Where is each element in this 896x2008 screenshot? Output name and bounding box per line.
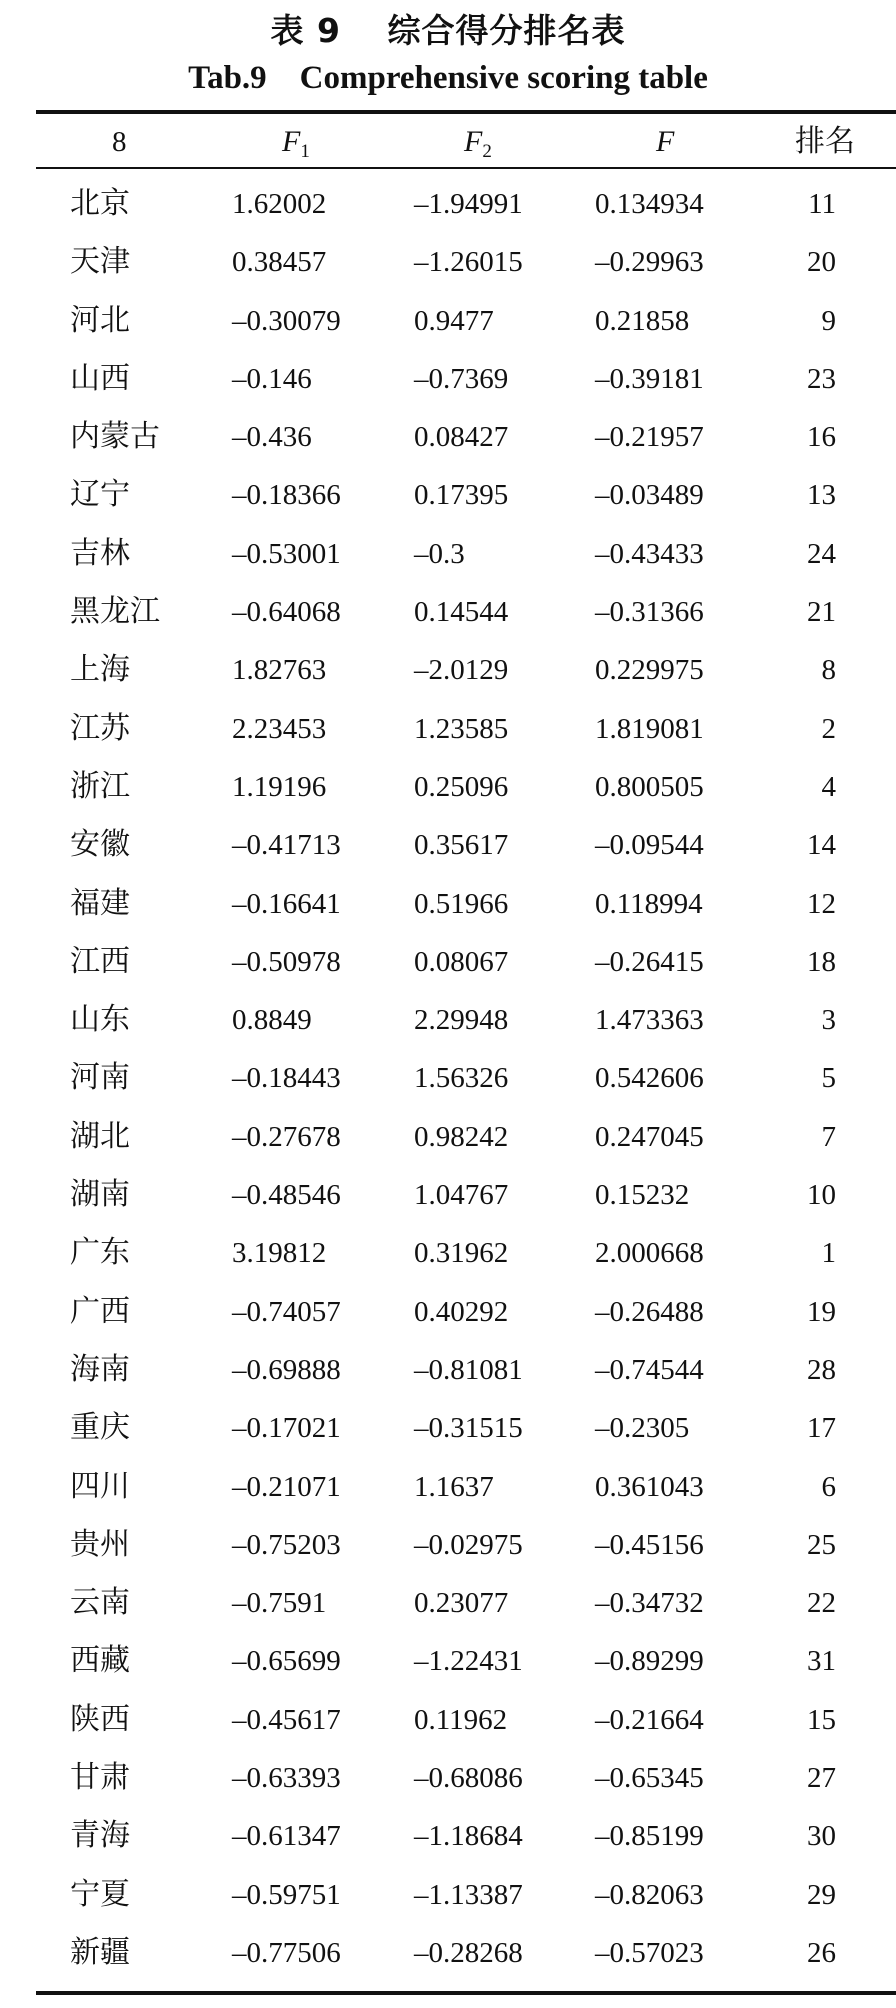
- table-row: [0, 466, 896, 524]
- rank-cell: 4: [821, 770, 836, 803]
- f2-cell: 0.23077: [414, 1587, 509, 1620]
- rank-cell: 11: [808, 188, 836, 220]
- rank-cell: 12: [807, 887, 836, 920]
- table-row: [0, 583, 896, 641]
- region-cell: 四川: [70, 1468, 130, 1504]
- f2-cell: 1.23585: [414, 712, 509, 745]
- table-row: [0, 233, 896, 291]
- f-cell: –0.03489: [595, 479, 704, 512]
- table-row: [0, 1749, 896, 1807]
- rank-cell: 16: [807, 421, 836, 454]
- header-f2-symbol: F: [464, 125, 483, 158]
- f1-cell: –0.18366: [232, 479, 341, 512]
- f-cell: –0.65345: [595, 1762, 704, 1795]
- rank-cell: 22: [807, 1587, 836, 1620]
- region-cell: 宁夏: [70, 1876, 130, 1912]
- table-row: [0, 816, 896, 874]
- table-row: [0, 1049, 896, 1107]
- f1-cell: –0.146: [232, 362, 312, 395]
- f-cell: 1.819081: [595, 712, 704, 745]
- region-cell: 吉林: [70, 535, 130, 571]
- f2-cell: 2.29948: [414, 1004, 509, 1037]
- f1-cell: 2.23453: [232, 712, 327, 745]
- rank-cell: 3: [821, 1004, 836, 1037]
- table-row: [0, 1516, 896, 1574]
- f2-cell: –1.94991: [414, 188, 523, 220]
- f2-cell: 0.17395: [414, 479, 509, 512]
- f-cell: –0.09544: [595, 829, 704, 862]
- rank-cell: 14: [807, 829, 836, 862]
- table-row: [0, 1866, 896, 1924]
- region-cell: 山东: [70, 1002, 130, 1038]
- f-cell: 2.000668: [595, 1237, 704, 1270]
- table-row: [0, 408, 896, 466]
- region-cell: 广西: [70, 1293, 130, 1329]
- table-row: [0, 875, 896, 933]
- f1-cell: –0.436: [232, 421, 312, 454]
- table-row: [0, 1807, 896, 1865]
- rank-cell: 28: [807, 1353, 836, 1386]
- f2-cell: –0.31515: [414, 1412, 523, 1445]
- rank-cell: 21: [807, 596, 836, 629]
- region-cell: 黑龙江: [70, 594, 160, 630]
- f-cell: –0.85199: [595, 1820, 704, 1853]
- f1-cell: –0.59751: [232, 1878, 341, 1911]
- f-cell: –0.26488: [595, 1295, 704, 1328]
- f1-cell: –0.41713: [232, 829, 341, 862]
- table-caption-english: Tab.9 Comprehensive scoring table: [188, 60, 708, 96]
- f1-cell: –0.7591: [232, 1587, 327, 1620]
- region-cell: 河南: [70, 1060, 130, 1096]
- table-row: [0, 175, 896, 233]
- rank-cell: 23: [807, 362, 836, 395]
- f-cell: –0.82063: [595, 1878, 704, 1911]
- region-cell: 江苏: [70, 710, 130, 746]
- region-cell: 广东: [70, 1235, 130, 1271]
- rank-cell: 8: [821, 654, 836, 687]
- table-row: [0, 641, 896, 699]
- f2-cell: 0.08427: [414, 421, 509, 454]
- f1-cell: –0.77506: [232, 1936, 341, 1969]
- rank-cell: 17: [807, 1412, 836, 1445]
- f1-cell: –0.53001: [232, 537, 341, 570]
- f1-cell: –0.63393: [232, 1762, 341, 1795]
- rank-cell: 27: [807, 1762, 836, 1795]
- f1-cell: –0.21071: [232, 1470, 341, 1503]
- f-cell: 0.361043: [595, 1470, 704, 1503]
- region-cell: 北京: [70, 186, 130, 221]
- f2-cell: 0.9477: [414, 304, 494, 337]
- region-cell: 内蒙古: [70, 419, 160, 455]
- table-row: [0, 1924, 896, 1982]
- region-cell: 重庆: [70, 1410, 130, 1446]
- header-rank: 排名: [795, 124, 855, 159]
- f2-cell: 1.56326: [414, 1062, 509, 1095]
- f2-cell: 0.11962: [414, 1703, 508, 1736]
- rank-cell: 9: [821, 304, 836, 337]
- f-cell: –0.74544: [595, 1353, 704, 1386]
- region-cell: 福建: [70, 885, 130, 921]
- region-cell: 陕西: [70, 1701, 130, 1737]
- region-cell: 浙江: [70, 768, 130, 804]
- table-row: [0, 1632, 896, 1690]
- rank-cell: 31: [807, 1645, 836, 1678]
- region-cell: 天津: [70, 244, 130, 280]
- f-cell: –0.39181: [595, 362, 704, 395]
- rank-cell: 10: [807, 1179, 836, 1212]
- region-cell: 辽宁: [70, 477, 130, 513]
- region-cell: 贵州: [70, 1526, 130, 1562]
- rank-cell: 6: [821, 1470, 836, 1503]
- header-f1-subscript: 1: [300, 141, 310, 162]
- table-row: [0, 1341, 896, 1399]
- f-cell: –0.21957: [595, 421, 704, 454]
- f1-cell: –0.69888: [232, 1353, 341, 1386]
- header-f2-subscript: 2: [482, 141, 492, 162]
- f-cell: –0.31366: [595, 596, 704, 629]
- f-cell: –0.43433: [595, 537, 704, 570]
- region-cell: 青海: [70, 1818, 130, 1854]
- table-row: [0, 1399, 896, 1457]
- f2-cell: –0.02975: [414, 1528, 523, 1561]
- f2-cell: 1.1637: [414, 1470, 494, 1503]
- f1-cell: –0.18443: [232, 1062, 341, 1095]
- region-cell: 湖北: [70, 1118, 130, 1154]
- rank-cell: 13: [807, 479, 836, 512]
- table-row: [0, 991, 896, 1049]
- table-row: [0, 700, 896, 758]
- f-cell: –0.45156: [595, 1528, 704, 1561]
- f1-cell: –0.30079: [232, 304, 341, 337]
- f1-cell: –0.50978: [232, 945, 341, 978]
- table-row: [0, 1574, 896, 1632]
- table-row: [0, 1166, 896, 1224]
- f1-cell: 0.8849: [232, 1004, 312, 1037]
- f-cell: 0.800505: [595, 770, 704, 803]
- f1-cell: –0.61347: [232, 1820, 341, 1853]
- f1-cell: –0.74057: [232, 1295, 341, 1328]
- f2-cell: 0.08067: [414, 945, 509, 978]
- rank-cell: 29: [807, 1878, 836, 1911]
- f2-cell: –1.22431: [414, 1645, 523, 1678]
- f-cell: 0.542606: [595, 1062, 704, 1095]
- f1-cell: 1.19196: [232, 770, 327, 803]
- region-cell: 西藏: [70, 1643, 130, 1679]
- f1-cell: –0.64068: [232, 596, 341, 629]
- f2-cell: 0.98242: [414, 1120, 509, 1153]
- f2-cell: 0.51966: [414, 887, 509, 920]
- f2-cell: 0.25096: [414, 770, 509, 803]
- f2-cell: –1.18684: [414, 1820, 523, 1853]
- f1-cell: 1.62002: [232, 188, 327, 220]
- f1-cell: 1.82763: [232, 654, 327, 687]
- f1-cell: –0.65699: [232, 1645, 341, 1678]
- rank-cell: 19: [807, 1295, 836, 1328]
- f2-cell: 0.14544: [414, 596, 509, 629]
- rank-cell: 15: [807, 1703, 836, 1736]
- f2-cell: –0.3: [414, 537, 465, 570]
- table-row: [0, 758, 896, 816]
- rank-cell: 18: [807, 945, 836, 978]
- f-cell: 0.15232: [595, 1179, 690, 1212]
- f2-cell: –1.26015: [414, 246, 523, 279]
- f2-cell: 0.35617: [414, 829, 509, 862]
- f2-cell: –0.68086: [414, 1762, 523, 1795]
- f1-cell: –0.17021: [232, 1412, 341, 1445]
- region-cell: 云南: [70, 1585, 130, 1621]
- header-f1-symbol: F: [282, 125, 301, 158]
- table-row: [0, 1224, 896, 1282]
- f-cell: 0.247045: [595, 1120, 704, 1153]
- f-cell: –0.57023: [595, 1936, 704, 1969]
- f2-cell: 0.40292: [414, 1295, 509, 1328]
- rank-cell: 24: [807, 537, 836, 570]
- region-cell: 湖南: [70, 1177, 130, 1213]
- table-row: [0, 350, 896, 408]
- rank-cell: 30: [807, 1820, 836, 1853]
- table-row: [0, 292, 896, 350]
- f2-cell: –0.28268: [414, 1936, 523, 1969]
- header-index-label: 8: [112, 126, 127, 158]
- f-cell: 0.21858: [595, 304, 690, 337]
- f-cell: –0.2305: [595, 1412, 690, 1445]
- header-rule: [36, 167, 896, 169]
- f-cell: 0.229975: [595, 654, 704, 687]
- region-cell: 新疆: [70, 1934, 130, 1970]
- table-row: [0, 1691, 896, 1749]
- header-f: F: [656, 125, 675, 158]
- table-row: [0, 1283, 896, 1341]
- f2-cell: 1.04767: [414, 1179, 509, 1212]
- rank-cell: 25: [807, 1528, 836, 1561]
- region-cell: 山西: [70, 360, 130, 396]
- rank-cell: 5: [821, 1062, 836, 1095]
- f1-cell: –0.27678: [232, 1120, 341, 1153]
- f1-cell: –0.16641: [232, 887, 341, 920]
- f1-cell: 0.38457: [232, 246, 327, 279]
- rank-cell: 1: [821, 1237, 836, 1270]
- rank-cell: 2: [821, 712, 836, 745]
- region-cell: 上海: [70, 652, 130, 688]
- f2-cell: 0.31962: [414, 1237, 509, 1270]
- table-caption-chinese: 表 9 综合得分排名表: [270, 11, 626, 50]
- f2-cell: –1.13387: [414, 1878, 523, 1911]
- table-row: [0, 933, 896, 991]
- region-cell: 河北: [70, 302, 130, 338]
- f2-cell: –2.0129: [414, 654, 509, 687]
- rank-cell: 7: [821, 1120, 836, 1153]
- region-cell: 海南: [70, 1351, 130, 1387]
- table-row: [0, 1108, 896, 1166]
- f2-cell: –0.7369: [414, 362, 509, 395]
- f-cell: 0.118994: [595, 887, 703, 920]
- top-rule: [36, 110, 896, 114]
- bottom-rule: [36, 1991, 896, 1995]
- f-cell: –0.26415: [595, 945, 704, 978]
- f1-cell: 3.19812: [232, 1237, 327, 1270]
- table-row: [0, 1458, 896, 1516]
- f2-cell: –0.81081: [414, 1353, 523, 1386]
- f-cell: –0.21664: [595, 1703, 704, 1736]
- table-row: [0, 525, 896, 583]
- rank-cell: 26: [807, 1936, 836, 1969]
- table-body: [0, 175, 896, 1982]
- f1-cell: –0.75203: [232, 1528, 341, 1561]
- region-cell: 江西: [70, 943, 130, 979]
- f-cell: –0.89299: [595, 1645, 704, 1678]
- region-cell: 甘肃: [70, 1760, 130, 1796]
- f-cell: –0.34732: [595, 1587, 704, 1620]
- table-header-row: [0, 118, 896, 166]
- f-cell: 1.473363: [595, 1004, 704, 1037]
- f1-cell: –0.48546: [232, 1179, 341, 1212]
- f-cell: 0.134934: [595, 188, 704, 220]
- region-cell: 安徽: [70, 827, 130, 863]
- rank-cell: 20: [807, 246, 836, 279]
- f1-cell: –0.45617: [232, 1703, 341, 1736]
- f-cell: –0.29963: [595, 246, 704, 279]
